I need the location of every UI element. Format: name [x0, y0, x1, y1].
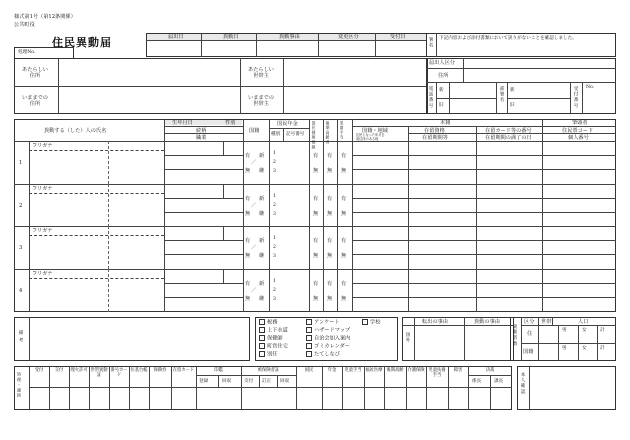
bottom-col-field[interactable] — [242, 388, 295, 408]
new-head-field[interactable] — [285, 60, 425, 84]
new-address-label: あたらしい 住所 — [22, 67, 48, 79]
no-label: No. — [586, 85, 595, 90]
col-status: 在留資格 — [424, 128, 445, 134]
pension-kei[interactable]: 継 — [259, 211, 265, 217]
check-col2-item[interactable]: アンケート — [306, 319, 340, 326]
checkbox-icon[interactable] — [259, 351, 265, 357]
check-col1-item[interactable]: 税務 — [259, 319, 277, 326]
col0-ari[interactable]: 有 — [313, 238, 319, 244]
col2-ari[interactable]: 有 — [341, 281, 347, 287]
checkbox-icon[interactable] — [259, 335, 265, 341]
bottom-col-field[interactable] — [30, 388, 48, 408]
header-reason: 異動事由 — [279, 34, 300, 40]
col1-nashi[interactable]: 無 — [327, 211, 333, 217]
check-col2-item[interactable]: ゴミカレンダー — [306, 343, 350, 350]
checkbox-icon[interactable] — [259, 343, 265, 349]
bottom-col-field[interactable] — [110, 388, 128, 408]
bottom-col-label: 年金 — [327, 368, 337, 373]
check-col3-item[interactable]: 学校 — [362, 319, 380, 326]
shin-label-2: 新 — [510, 88, 515, 93]
col-pension: 国民年金 — [277, 121, 298, 127]
checkbox-icon[interactable] — [362, 319, 368, 325]
confirmation-text: 下記内容および添付書類において誤りがないことを確認しました。 — [439, 36, 577, 41]
frac-1[interactable]: 1 — [273, 194, 276, 199]
col2-ari[interactable]: 有 — [341, 153, 347, 159]
signature-label: 署名 — [428, 37, 433, 49]
bottom-col-field[interactable] — [130, 388, 148, 408]
frac-3[interactable]: 3 — [273, 212, 276, 217]
row-number: 4 — [19, 287, 23, 294]
bottom-col-label: 介護保険 — [407, 368, 425, 373]
old-address-label: いままでの 住所 — [22, 95, 48, 107]
col-card-no: 在留カード等の番号 — [485, 128, 532, 134]
resident-code-field[interactable] — [544, 186, 614, 225]
col-insurance: 国民健康保険 — [312, 121, 317, 150]
male-2: 男 — [562, 346, 567, 351]
col-honseki: 本籍 — [440, 120, 451, 126]
bottom-col-field[interactable] — [365, 388, 383, 408]
furigana-label: フリガナ — [32, 271, 53, 277]
row-number: 2 — [19, 202, 23, 209]
checkbox-icon[interactable] — [306, 327, 312, 333]
bottom-col-field[interactable] — [343, 388, 363, 408]
new-head-label: あたらしい 世帯主 — [248, 67, 274, 79]
col-head-name: 筆頭者 — [572, 120, 588, 126]
col1-ari[interactable]: 有 — [327, 238, 333, 244]
col0-ari[interactable]: 有 — [313, 153, 319, 159]
nat-nashi[interactable]: 無 — [245, 211, 251, 217]
resident-code-field[interactable] — [544, 271, 614, 310]
col-name: 異動する（した）人の氏名 — [44, 128, 107, 134]
header-filing-date: 届出日 — [168, 34, 184, 40]
bottom-col-label: 受付 — [34, 368, 44, 373]
reason-move-label: 異動の事由 — [474, 319, 500, 325]
hoken-sub-3: 回収 — [280, 379, 290, 384]
bottom-col-label: 住基台帳 — [130, 368, 148, 373]
processing-contact-label: 処理・連絡 — [17, 372, 22, 398]
bottom-col-label: 番号カード — [110, 368, 128, 378]
col-elderly: 後期高齢者 — [326, 121, 331, 145]
furigana-label: フリガナ — [32, 143, 53, 149]
frac-1[interactable]: 1 — [273, 279, 276, 284]
notifier-class-label: 届出人区分 — [429, 60, 455, 66]
bottom-col-field[interactable] — [385, 388, 405, 408]
person-name-field[interactable] — [31, 151, 161, 181]
frac-3[interactable]: 3 — [273, 169, 276, 174]
frac-2[interactable]: 2 — [273, 160, 276, 165]
new-address-field[interactable] — [60, 60, 238, 84]
check-col2-item[interactable]: 自治会加入案内 — [306, 335, 350, 342]
col-nationality: 国籍 — [249, 128, 260, 134]
female-2: 女 — [582, 346, 587, 351]
pension-kei[interactable]: 継 — [259, 253, 265, 259]
row-number: 3 — [19, 244, 23, 251]
processing-label: 処理No. — [18, 50, 36, 55]
col0-nashi[interactable]: 無 — [313, 296, 319, 302]
col1-nashi[interactable]: 無 — [327, 253, 333, 259]
col2-nashi[interactable]: 無 — [341, 253, 347, 259]
household-label: 世帯 — [541, 319, 552, 325]
check-col1-item[interactable]: 別任 — [259, 351, 277, 358]
nat-ari[interactable]: 有 — [245, 153, 251, 159]
phone-label: 電話番号 — [428, 86, 433, 109]
col-expiry: 在留期間の満了の日 — [485, 135, 532, 141]
frac-2[interactable]: 2 — [273, 288, 276, 293]
furigana-label: フリガナ — [32, 228, 53, 234]
total-2: 計 — [600, 346, 605, 351]
hoken-sub-2: 訂正 — [262, 379, 272, 384]
col-country: 国籍・地域 — [362, 128, 388, 134]
bottom-col-label: 障害 — [453, 368, 463, 373]
bottom-col-label: 世帯異動証 — [90, 368, 108, 378]
kessai-sub-1: 係長 — [472, 379, 482, 384]
check-col1-item[interactable]: 保健師 — [259, 335, 283, 342]
col2-ari[interactable]: 有 — [341, 238, 347, 244]
old-head-label: いままでの 世帯主 — [248, 95, 274, 107]
nat-nashi[interactable]: 無 — [245, 168, 251, 174]
col-period: 在留期間等 — [422, 135, 448, 141]
female-1: 女 — [582, 328, 587, 333]
checkbox-icon[interactable] — [306, 343, 312, 349]
bottom-col-label: 埋火許可 — [70, 368, 88, 373]
bottom-col-label: 後期高齢 — [386, 368, 404, 373]
honseki-field[interactable] — [354, 186, 540, 225]
frac-2[interactable]: 2 — [273, 203, 276, 208]
col-child: 児童手当 — [340, 121, 345, 141]
bottom-col-label: 交付 — [54, 368, 64, 373]
pension-shin[interactable]: 新 — [259, 153, 265, 159]
pension-kei[interactable]: 継 — [259, 296, 265, 302]
nat-nashi[interactable]: 無 — [245, 296, 251, 302]
col2-nashi[interactable]: 無 — [341, 168, 347, 174]
frac-3[interactable]: 3 — [273, 254, 276, 259]
checkbox-icon[interactable] — [306, 351, 312, 357]
col1-ari[interactable]: 有 — [327, 153, 333, 159]
col1-ari[interactable]: 有 — [327, 196, 333, 202]
col0-ari[interactable]: 有 — [313, 281, 319, 287]
furigana-label: フリガナ — [32, 186, 53, 192]
col0-ari[interactable]: 有 — [313, 196, 319, 202]
bottom-col-label: 福祉医療 — [365, 368, 383, 373]
old-address-field[interactable] — [60, 88, 238, 112]
person-name-field[interactable] — [31, 236, 161, 266]
inkan-sub-2: 回収 — [222, 379, 232, 384]
bottom-col-field[interactable] — [427, 388, 447, 408]
frac-3[interactable]: 3 — [273, 297, 276, 302]
col1-nashi[interactable]: 無 — [327, 296, 333, 302]
bottom-col-label: 国民 — [304, 368, 314, 373]
bottom-col-field[interactable] — [150, 388, 170, 408]
hoken-sub-1: 交付 — [244, 379, 254, 384]
receipt-no-label: 受付番号 — [573, 86, 578, 109]
bottom-col-label: 保険券 — [153, 368, 167, 373]
check-col2-item[interactable]: たてしなび — [306, 351, 340, 358]
class-label: 区分 — [524, 319, 535, 325]
ido-count-label: 異動者数 — [512, 324, 517, 347]
bottom-col-label: 在留カード — [172, 368, 195, 373]
honseki-field[interactable] — [354, 228, 540, 267]
header-change: 変更区分 — [338, 34, 359, 40]
row-number: 1 — [19, 159, 23, 166]
reason-out-label: 転出の事由 — [422, 319, 448, 325]
bottom-col-field[interactable] — [449, 388, 467, 408]
bottom-col-field[interactable] — [197, 388, 240, 408]
kessai-sub-2: 課長 — [494, 379, 504, 384]
honseki-field[interactable] — [354, 143, 540, 182]
dept-label: 部署名 — [499, 86, 504, 103]
header-move-date: 異動日 — [223, 34, 239, 40]
notifier-address-label: 住所 — [438, 73, 449, 79]
person-name-field[interactable] — [31, 279, 161, 309]
bottom-col-label: 決裁 — [485, 368, 495, 373]
col2-nashi[interactable]: 無 — [341, 296, 347, 302]
bottom-col-label: 児童扶養手当 — [428, 368, 446, 378]
pension-shin[interactable]: 新 — [259, 196, 265, 202]
class-row-kokuseki: 国籍 — [523, 349, 534, 355]
nat-nashi[interactable]: 無 — [245, 253, 251, 259]
col2-nashi[interactable]: 無 — [341, 211, 347, 217]
checkbox-icon[interactable] — [259, 327, 265, 333]
form-code: 様式第1号（第12条関係） — [14, 14, 76, 20]
id-check-box[interactable] — [517, 366, 616, 410]
bottom-col-field[interactable] — [407, 388, 425, 408]
col-relation: 続柄 — [196, 128, 207, 134]
id-check-label: 本人確認 — [520, 372, 525, 395]
pension-shin[interactable]: 新 — [259, 281, 265, 287]
col-pension-type: 種別 — [271, 132, 281, 137]
checkbox-icon[interactable] — [259, 319, 265, 325]
kyu-label-1: 旧 — [439, 103, 444, 108]
checkbox-icon[interactable] — [306, 335, 312, 341]
total-1: 計 — [600, 328, 605, 333]
nat-ari[interactable]: 有 — [245, 281, 251, 287]
population-label: 人口 — [578, 319, 589, 325]
frac-1[interactable]: 1 — [273, 236, 276, 241]
checkbox-icon[interactable] — [306, 319, 312, 325]
resident-code-field[interactable] — [544, 228, 614, 267]
kyu-label-2: 旧 — [510, 103, 515, 108]
shin-label-1: 新 — [439, 88, 444, 93]
col-job: 職業 — [196, 135, 207, 141]
check-col1-item[interactable]: 上下水道 — [259, 327, 288, 334]
bottom-col-field[interactable] — [70, 388, 88, 408]
frac-1[interactable]: 1 — [273, 151, 276, 156]
col-birth: 生年月日 — [172, 120, 193, 126]
kokugai-label: 国外 — [405, 332, 410, 344]
form-title: 住民異動届 — [52, 36, 112, 49]
col0-nashi[interactable]: 無 — [313, 211, 319, 217]
col1-nashi[interactable]: 無 — [327, 168, 333, 174]
nat-ari[interactable]: 有 — [245, 196, 251, 202]
col-sex: 性別 — [225, 120, 236, 126]
col-country-note: 住民となった年月日 前住所のある地 — [356, 133, 385, 141]
bottom-col-label: 被保険者証 — [257, 368, 280, 373]
check-col2-item[interactable]: ハザードマップ — [306, 327, 350, 334]
check-col1-item[interactable]: 町営住宅 — [259, 343, 288, 350]
remarks-label: 備考 — [18, 330, 23, 346]
person-name-field[interactable] — [31, 194, 161, 224]
bottom-col-label: 印鑑 — [214, 368, 223, 373]
col2-ari[interactable]: 有 — [341, 196, 347, 202]
frac-2[interactable]: 2 — [273, 245, 276, 250]
honseki-field[interactable] — [354, 271, 540, 310]
col1-ari[interactable]: 有 — [327, 281, 333, 287]
office-name: 公共町役 — [14, 22, 35, 28]
nat-ari[interactable]: 有 — [245, 238, 251, 244]
bottom-col-field[interactable] — [172, 388, 195, 408]
col-mynumber: 個人番号 — [568, 135, 589, 141]
header-received: 受付日 — [390, 34, 406, 40]
col-pension-no: 記号番号 — [286, 132, 305, 137]
col0-nashi[interactable]: 無 — [313, 168, 319, 174]
class-row-ju: 住 — [527, 331, 533, 337]
pension-shin[interactable]: 新 — [259, 238, 265, 244]
bottom-col-label: 児童手当 — [344, 368, 362, 373]
bottom-col-field[interactable] — [50, 388, 68, 408]
col0-nashi[interactable]: 無 — [313, 253, 319, 259]
bottom-col-field[interactable] — [323, 388, 341, 408]
inkan-sub-1: 登録 — [199, 379, 209, 384]
resident-code-field[interactable] — [544, 143, 614, 182]
remarks-box[interactable] — [14, 317, 250, 361]
bottom-col-field[interactable] — [90, 388, 108, 408]
bottom-col-field[interactable] — [297, 388, 321, 408]
col-resident-code: 住民票コード — [562, 128, 594, 134]
pension-kei[interactable]: 継 — [259, 168, 265, 174]
male-1: 男 — [562, 328, 567, 333]
old-head-field[interactable] — [285, 88, 425, 112]
